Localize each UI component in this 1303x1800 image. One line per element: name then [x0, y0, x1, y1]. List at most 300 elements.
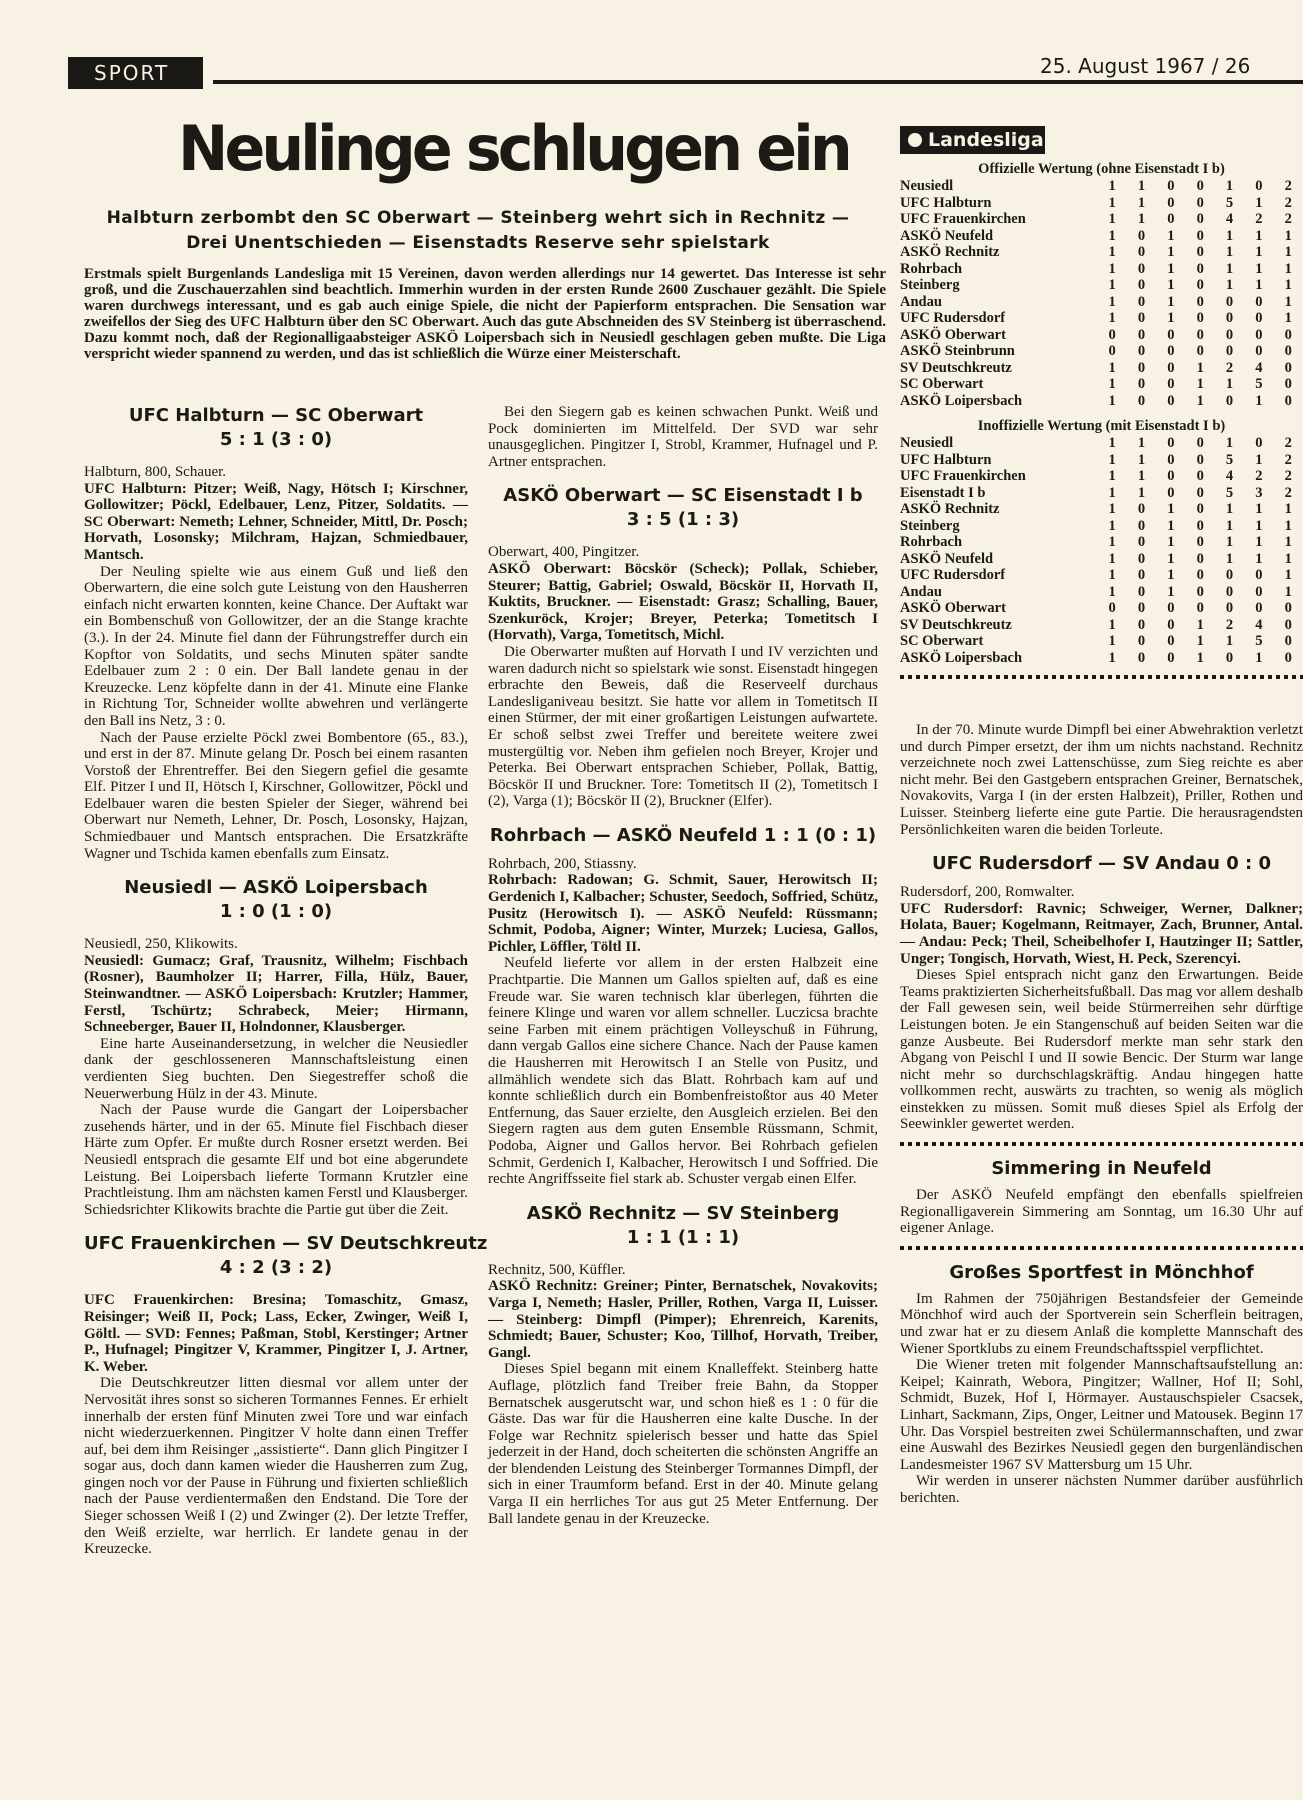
standings-value: 0: [1137, 600, 1146, 616]
standings-value: 4: [1255, 616, 1263, 633]
standings-row: [900, 178, 1303, 195]
standings-value: 0: [1137, 376, 1146, 392]
standings-value: 2: [1255, 468, 1263, 484]
standings-value: 0: [1196, 293, 1204, 310]
standings-value: 0: [1255, 567, 1263, 583]
standings-value: 0: [1167, 451, 1175, 468]
article-paragraph: Nach der Pause erzielte Pöckl zwei Bombentore (65., 83.), und erst in der 87. Minute gelang Dr. Posch bei einem rasanten Vorstoß der Ehrentreffer. Bei den Siegern gefiel die gesamte Elf. Pitzer I und II, Hötsch I, Kirschner, Gollowitzer, Pöckl und Edelbauer waren die besten Spieler der Sieger, während bei Oberwart nur Nemeth, Lehner, Dr. Posch, Losonsky, Hajzan, Schmiedbauer und Mantsch entsprachen. Die Ersatzkräfte Wagner und Tschida kamen ebenfalls zum Einsatz.: [84, 729, 468, 862]
standings-value: 0: [1196, 484, 1204, 501]
standings-value: 1: [1255, 277, 1263, 293]
standings-value: 1: [1167, 260, 1175, 277]
standings-value: 1: [1255, 550, 1263, 567]
standings-value: 0: [1137, 501, 1146, 517]
article-paragraph: Neufeld lieferte vor allem in der ersten Halbzeit eine Prachtpartie. Die Mannen um Gallos spielten auf, daß es eine Freude war. Sie waren technisch klar überlegen, führten die feinere Klinge und waren vor allem schneller. Luczicsa brachte seine Farben mit einem prächtigen Volleyschuß in Führung, dann vergab Gallos eine sichere Chance. Nach der Pause kamen die Hausherren mit Herowitsch I an Stelle von Pusitz, und allmählich wendete sich das Blatt. Rohrbach kam auf und konnte schließlich durch ein Bombenfreistoßtor aus 40 Meter Entfernung, das Sauer erzielte, den Ausgleich erzielen. Bei den Siegern ragten aus dem guten Ensemble Rüssmann, Schmit, Podoba, Aigner und Gallos hervor. Bei Rohrbach gefielen Schmit, Gerdenich I, Kalbacher, Herowitsch I und Soffried. Die rechte Angriffsseite fiel stark ab. Schuster vergab einen Elfer.: [488, 955, 878, 1188]
standings-value: 1: [1255, 451, 1263, 468]
standings-row: [900, 310, 1303, 327]
standings-value: 1: [1284, 583, 1292, 600]
standings-value: 4: [1255, 359, 1263, 376]
article-oberwart: [488, 484, 878, 810]
standings-value: 1: [1108, 501, 1116, 517]
team-name: ASKÖ Oberwart: [900, 600, 1006, 616]
standings-value: 1: [1167, 534, 1175, 550]
standings-value: 0: [1167, 649, 1175, 666]
game-lineup: Neusiedl: Gumacz; Graf, Trausnitz, Wilhelm; Fischbach (Rosner), Baumholzer II; Harrer, Filla, Hülz, Bauer, Steinwandtner. — ASKÖ Loipersbach: Krutzler; Hammer, Ferstl, Tschürtz; Schrabeck, Meier; Hirmann, Schneeberger, Bauer II, Holndonner, Klausberger.: [84, 952, 468, 1036]
standings-value: 0: [1137, 227, 1146, 244]
standings-value: 1: [1225, 227, 1234, 244]
game-lineup: UFC Frauenkirchen: Bresina; Tomaschitz, Gmasz, Reisinger; Weiß II, Pock; Lass, Ecker, Zwinger, Weiß I, Göltl. — SVD: Fennes; Paßman, Stobl, Kerstinger; Artner P., Hufnagel; Pingitzer V, Krammer, Pingitzer I, J. Artner, K. Weber.: [84, 1292, 468, 1375]
box-simmering: [900, 1157, 1303, 1237]
standings-value: 0: [1167, 600, 1175, 616]
standings-value: 0: [1225, 649, 1234, 666]
standings-value: 0: [1225, 310, 1234, 326]
game-meta: Neusiedl, 250, Klikowits.: [84, 936, 238, 953]
standings-value: 1: [1225, 435, 1234, 451]
game-meta: Rohrbach, 200, Stiassny.: [488, 855, 637, 872]
standings-value: 0: [1255, 293, 1263, 310]
standings-value: 1: [1108, 517, 1116, 534]
standings-value: 0: [1196, 211, 1204, 227]
standings-value: 1: [1284, 227, 1292, 244]
standings-value: 0: [1284, 359, 1292, 376]
standings-row: [900, 584, 1303, 601]
article-neusiedl: [84, 876, 468, 1218]
standings-value: 0: [1225, 392, 1234, 409]
standings-row: [900, 261, 1303, 278]
team-name: ASKÖ Loipersbach: [900, 392, 1023, 409]
team-name: Rohrbach: [900, 534, 963, 550]
standings-value: 0: [1137, 260, 1146, 277]
column-3: [900, 722, 1303, 1507]
standings-value: 0: [1137, 616, 1146, 633]
standings-value: 0: [1167, 484, 1175, 501]
standings-row: [900, 452, 1303, 469]
team-name: Neusiedl: [900, 435, 954, 451]
box-title: Simmering in Neufeld: [991, 1158, 1212, 1180]
game-meta: Rechnitz, 500, Küffler.: [488, 1261, 626, 1278]
standings-value: 1: [1137, 451, 1146, 468]
standings-value: 1: [1167, 277, 1175, 293]
team-name: UFC Rudersdorf: [900, 310, 1006, 326]
standings-value: 4: [1225, 468, 1234, 484]
standings-value: 1: [1225, 501, 1234, 517]
box-paragraph: Wir werden in unserer nächsten Nummer darüber ausführlich berichten.: [900, 1473, 1303, 1506]
standings-value: 0: [1196, 178, 1204, 194]
divider: [900, 672, 1303, 682]
standings-value: 0: [1255, 178, 1263, 194]
standings-value: 5: [1225, 484, 1234, 501]
standings-value: 0: [1137, 244, 1146, 260]
standings-value: 0: [1284, 326, 1292, 343]
game-score: 1 : 0 (1 : 0): [219, 901, 333, 923]
team-name: ASKÖ Rechnitz: [900, 244, 1000, 260]
standings-row: [900, 228, 1303, 245]
landesliga-title: Landesliga: [928, 129, 1044, 151]
standings-value: 1: [1108, 649, 1116, 666]
standings-row: [900, 343, 1303, 360]
standings-value: 1: [1284, 501, 1292, 517]
standings-row: [900, 617, 1303, 634]
standings-value: 2: [1284, 451, 1292, 468]
intro-paragraph: Erstmals spielt Burgenlands Landesliga mit 15 Vereinen, davon werden allerdings nur 14 gewertet. Das Interesse ist sehr groß, und die Zuschauerzahlen sind beachtlich. Immerhin wurden in der ersten Runde 2600 Zuschauer gezählt. Die Spiele waren durchwegs interessant, und es gab auch einige Spiele, die nicht der Papierform entsprachen. Die Sensation war zweifellos der Sieg des UFC Halbturn über den SC Oberwart. Auch das gute Abschneiden des SV Steinberg ist überraschend. Dazu kommt noch, daß der Regionalligaabsteiger ASKÖ Loipersbach sich in Neusiedl geschlagen geben mußte. Die Liga verspricht wieder spannend zu werden, und das ist schließlich die Würze einer Meisterschaft.: [84, 266, 886, 362]
standings-value: 1: [1255, 227, 1263, 244]
standings-value: 1: [1108, 244, 1116, 260]
standings-value: 1: [1167, 310, 1175, 326]
team-name: ASKÖ Neufeld: [900, 227, 994, 244]
box-paragraph: Im Rahmen der 750jährigen Bestandsfeier der Gemeinde Mönchhof wird auch der Sportverein sein Scherflein beitragen, und zwar hat er zu diesem Anlaß die komplette Mannschaft des Wiener Sportklubs zu einem Freundschaftsspiel verpflichtet.: [900, 1290, 1303, 1357]
standings-value: 5: [1225, 451, 1234, 468]
article-rechnitz: [488, 1202, 878, 1528]
game-lineup: ASKÖ Rechnitz: Greiner; Pinter, Bernatschek, Novakovits; Varga I, Nemeth; Hasler, Priller, Rothen, Varga II, Luisser. — Steinberg: Dimpfl (Pimper); Ehrenreich, Karenits, Schmiedt; Bauer, Schuster; Koo, Tillhof, Horvath, Treiber, Gangl.: [488, 1278, 878, 1361]
game-lineup: Rohrbach: Radowan; G. Schmit, Sauer, Herowitsch II; Gerdenich I, Kalbacher; Schuster, Seedoch, Soffried, Schütz, Pusitz (Herowitsch I). — ASKÖ Neufeld: Rüssmann; Schmit, Podoba, Aigner; Winter, Murzek; Luciesa, Gallos, Pichler, Löffler, Töltl II.: [488, 872, 878, 955]
box-paragraph: Der ASKÖ Neufeld empfängt den ebenfalls spielfreien Regionalligaverein Simmering am Sonntag, um 16.30 Uhr auf eigener Anlage.: [900, 1187, 1303, 1237]
game-title: ASKÖ Oberwart — SC Eisenstadt I b: [503, 485, 863, 507]
game-title: UFC Frauenkirchen — SV Deutschkreutz: [84, 1233, 488, 1255]
standings-value: 1: [1167, 567, 1175, 583]
standings-value: 2: [1284, 468, 1292, 484]
standings-value: 0: [1284, 376, 1292, 392]
standings-value: 1: [1108, 435, 1116, 451]
standings-value: 2: [1225, 616, 1234, 633]
game-title: Rohrbach — ASKÖ Neufeld 1 : 1 (0 : 1): [489, 824, 877, 846]
game-title: Neusiedl — ASKÖ Loipersbach: [124, 877, 428, 899]
standings-value: 1: [1108, 550, 1116, 567]
standings-row: [900, 393, 1303, 410]
standings-value: 0: [1225, 293, 1234, 310]
article-paragraph: In der 70. Minute wurde Dimpfl bei einer Abwehraktion verletzt und durch Pimper ersetzt, der ihm um nichts nachstand. Rechnitz verzeichnete noch zwei Lattenschüsse, zum Sieg reichte es aber nicht mehr. Bei den Gastgebern entsprachen Greiner, Bernatschek, Novakovits, Varga I (in der ersten Halbzeit), Priller, Rothen und Luisser. Steinberg lieferte eine gute Partie. Die herausragendsten Persönlichkeiten waren die beiden Torleute.: [900, 722, 1303, 838]
standings-value: 1: [1167, 501, 1175, 517]
header-rule: [213, 80, 1303, 84]
standings-value: 1: [1167, 227, 1175, 244]
standings-row: [900, 211, 1303, 228]
game-lineup: UFC Rudersdorf: Ravnic; Schweiger, Werner, Dalkner; Holata, Bauer; Kogelmann, Reitmayer, Zach, Brunner, Antal. — Andau: Peck; Theil, Scheibelhofer I, Hautzinger II; Sattler, Unger; Tongisch, Horvath, Wiest, H. Peck, Szerencyi.: [900, 900, 1303, 967]
article-paragraph: Der Neuling spielte wie aus einem Guß und ließ den Oberwartern, die eine solch gute Leistung von den Hausherren einfach nicht erwarten konnten, keine Chance. Der Auftakt war ein Bombenschuß von Gollowitzer, der an die Stange krachte (3.). In der 24. Minute fiel dann der Führungstreffer durch ein Kopftor von Soldatits, und sechs Minuten später sandte Edelbauer zum 2 : 0 ein. Der Ball landete genau in der Kreuzecke. Lenz köpfelte dann in der 41. Minute eine Flanke in Richtung Tor, Schneider wollte abwehren und verlängerte den Ball ins Netz, 3 : 0.: [84, 563, 468, 729]
standings-row: [900, 551, 1303, 568]
team-name: ASKÖ Neufeld: [900, 550, 994, 567]
standings-value: 0: [1137, 359, 1146, 376]
standings-value: 1: [1196, 649, 1204, 666]
standings-row: [900, 376, 1303, 393]
standings-value: 1: [1225, 517, 1234, 534]
divider: [900, 1243, 1303, 1253]
standings-value: 1: [1137, 468, 1146, 484]
standings-row: [900, 277, 1303, 294]
standings-value: 0: [1255, 310, 1263, 326]
unofficial-standings-table: [900, 435, 1303, 666]
standings-value: 0: [1108, 343, 1116, 359]
standings-row: [900, 600, 1303, 617]
divider: [900, 1139, 1303, 1149]
team-name: SC Oberwart: [900, 376, 984, 392]
standings-value: 1: [1284, 260, 1292, 277]
standings-value: 0: [1284, 649, 1292, 666]
standings-value: 0: [1225, 583, 1234, 600]
standings-value: 1: [1108, 583, 1116, 600]
standings-value: 1: [1255, 534, 1263, 550]
team-name: Steinberg: [900, 517, 960, 534]
standings-value: 1: [1108, 293, 1116, 310]
column-1: [84, 404, 488, 1558]
standings-value: 0: [1108, 326, 1116, 343]
standings-value: 1: [1108, 392, 1116, 409]
issue-date: [1040, 54, 1303, 78]
standings-value: 1: [1167, 293, 1175, 310]
standings-value: 0: [1137, 633, 1146, 649]
unofficial-standings-caption: Inoffizielle Wertung (mit Eisenstadt I b): [977, 418, 1226, 434]
article-paragraph: Die Oberwarter mußten auf Horvath I und IV verzichten und waren dadurch nicht so spielstark wie sonst. Eisenstadt hingegen erbrachte den Beweis, daß die Reserveelf durchaus Landesliganiveau besitzt. Sie hatte vor allem in Tometitsch II einen Stürmer, der mit einer großartigen Leistungen aufwartete. Er schoß selbst zwei Treffer und bereitete weitere zwei mustergültig vor. Neben ihm gefielen noch Breyer, Krojer und Peterka. Bei Oberwart entsprachen Schieber, Pollak, Battig, Böcskör II und Bruckner. Tore: Tometitsch II (2), Tometitsch I (2), Varga (1); Böcskör II (2), Bruckner (Elfer).: [488, 643, 878, 810]
standings-value: 1: [1284, 244, 1292, 260]
game-score: 3 : 5 (1 : 3): [626, 509, 740, 531]
standings-value: 0: [1196, 326, 1204, 343]
standings-value: 2: [1255, 211, 1263, 227]
standings-value: 0: [1167, 376, 1175, 392]
standings-value: 1: [1225, 376, 1234, 392]
standings-value: 1: [1225, 550, 1234, 567]
standings-value: 5: [1225, 194, 1234, 211]
standings-value: 0: [1137, 392, 1146, 409]
standings-value: 1: [1255, 194, 1263, 211]
article-paragraph: Die Deutschkreutzer litten diesmal vor allem unter der Nervosität ihres sonst so sicheren Tormannes Fennes. Er erhielt innerhalb der ersten fünf Minuten zwei Tore und war einfach nicht wiederzuerkennen. Pingitzer V holte dann einen Treffer auf, bei dem ihm Reisinger „assistierte“. Dann glich Pingitzer I sogar aus, doch dann kamen wieder die Hausherren zum Zug, gingen noch vor der Pause in Führung und fixierten schließlich nach der Pause verdientermaßen den Endstand. Die Tore der Sieger schossen Weiß I (2) und Zwinger (2). Der letzte Treffer, den Weiß erzielte, war herrlich. Er landete genau in der Kreuzecke.: [84, 1375, 468, 1558]
standings-row: [900, 435, 1303, 452]
standings-row: [900, 534, 1303, 551]
standings-value: 0: [1255, 435, 1263, 451]
team-name: Neusiedl: [900, 178, 954, 194]
standings-value: 0: [1196, 435, 1204, 451]
standings-value: 0: [1196, 244, 1204, 260]
standings-value: 0: [1137, 583, 1146, 600]
game-title: UFC Halbturn — SC Oberwart: [128, 405, 424, 426]
standings-value: 1: [1108, 484, 1116, 501]
standings-value: 1: [1137, 178, 1146, 194]
standings-value: 1: [1108, 359, 1116, 376]
subheadline-line-2: Drei Unentschieden — Eisenstadts Reserve sehr spielstark: [186, 233, 770, 253]
article-paragraph: Bei den Siegern gab es keinen schwachen Punkt. Weiß und Pock dominierten im Mittelfeld. Der SVD war sehr unausgeglichen. Pingitzer I, Strobl, Krammer, Hufnagel und P. Artner entsprachen.: [488, 404, 878, 470]
standings-value: 1: [1196, 392, 1204, 409]
standings-value: 0: [1284, 633, 1292, 649]
standings-row: [900, 567, 1303, 584]
team-name: Steinberg: [900, 277, 960, 293]
team-name: SC Oberwart: [900, 633, 984, 649]
standings-value: 0: [1137, 517, 1146, 534]
standings-value: 1: [1108, 310, 1116, 326]
standings-value: 1: [1108, 260, 1116, 277]
standings-value: 0: [1196, 534, 1204, 550]
standings-value: 1: [1137, 194, 1146, 211]
standings-value: 0: [1255, 600, 1263, 616]
standings-value: 0: [1167, 343, 1175, 359]
standings-value: 1: [1108, 616, 1116, 633]
standings-row: [900, 360, 1303, 377]
team-name: UFC Halbturn: [900, 451, 992, 468]
standings-value: 1: [1196, 376, 1204, 392]
team-name: Andau: [900, 583, 942, 600]
standings-value: 1: [1108, 227, 1116, 244]
team-name: SV Deutschkreutz: [900, 616, 1012, 633]
standings-value: 0: [1137, 343, 1146, 359]
page-number: / 26: [1211, 54, 1251, 78]
standings-value: 1: [1167, 244, 1175, 260]
standings-value: 0: [1137, 550, 1146, 567]
box-paragraph: Die Wiener treten mit folgender Mannschaftsaufstellung an: Keipel; Kainrath, Webora, Pingitzer; Wallner, Hof II; Sohl, Schmidt, Buzek, Hof I, Hörmayer. Austauschspieler Csacsek, Linhart, Sackmann, Zips, Onger, Leitner und Matousek. Beginn 17 Uhr. Das Vorspiel bestreiten zwei Schülermannschaften, und zwar eine Auswahl des Bezirkes Neusiedl gegen den burgenländischen Landesmeister 1967 SV Mattersburg um 15 Uhr.: [900, 1357, 1303, 1473]
section-label: SPORT: [68, 57, 203, 89]
standings-row: [900, 244, 1303, 261]
standings-row: [900, 650, 1303, 667]
game-title: ASKÖ Rechnitz — SV Steinberg: [526, 1202, 840, 1224]
standings-value: 0: [1137, 310, 1146, 326]
standings-value: 0: [1137, 293, 1146, 310]
article-paragraph: Nach der Pause wurde die Gangart der Loipersbacher zusehends härter, und in der 65. Minute fiel Fischbach dieser Härte zum Opfer. Er mußte durch Rosner ersetzt werden. Bei Neusiedl entsprach die gesamte Elf und bot eine abgerundete Leistung. Bei Loipersbach lieferte Tormann Krutzler eine Prachtleistung. Ihm am nächsten kamen Ferstl und Klausberger. Schiedsrichter Klikowits brachte die Partie gut über die Zeit.: [84, 1102, 468, 1218]
standings-value: 1: [1255, 649, 1263, 666]
standings-value: 1: [1225, 260, 1234, 277]
standings-value: 1: [1108, 534, 1116, 550]
standings-value: 2: [1284, 435, 1292, 451]
box-sportfest: [900, 1261, 1303, 1507]
game-score: 1 : 1 (1 : 1): [626, 1226, 740, 1248]
standings-value: 0: [1196, 343, 1204, 359]
standings-value: 0: [1196, 310, 1204, 326]
standings-value: 1: [1284, 534, 1292, 550]
game-score: 4 : 2 (3 : 2): [219, 1257, 333, 1279]
standings-value: 1: [1225, 534, 1234, 550]
official-standings-table: [900, 178, 1303, 409]
team-name: SV Deutschkreutz: [900, 359, 1012, 376]
standings-value: 0: [1196, 227, 1204, 244]
column-2: [488, 404, 878, 1527]
team-name: Rohrbach: [900, 260, 963, 277]
standings-value: 2: [1284, 484, 1292, 501]
standings-value: 1: [1196, 633, 1204, 649]
standings-value: 0: [1137, 277, 1146, 293]
standings-row: [900, 468, 1303, 485]
standings-value: 1: [1225, 277, 1234, 293]
game-meta: Rudersdorf, 200, Romwalter.: [900, 884, 1075, 901]
article-halbturn: [84, 404, 468, 862]
standings-value: 2: [1284, 194, 1292, 211]
standings-value: 1: [1284, 277, 1292, 293]
article-rudersdorf: [900, 852, 1303, 1133]
standings-value: 1: [1284, 310, 1292, 326]
standings-value: 0: [1196, 468, 1204, 484]
game-lineup: ASKÖ Oberwart: Böcskör (Scheck); Pollak, Schieber, Steurer; Battig, Gabriel; Oswald, Böcskör II, Horvath II, Kuktits, Bruckner. — Eisenstadt: Grasz; Schalling, Bauer, Szenkuröck, Krojer; Breyer, Peterka; Tometitsch I (Horvath), Varga, Tometitsch, Michl.: [488, 560, 878, 644]
standings-value: 1: [1137, 435, 1146, 451]
standings-row: [900, 485, 1303, 502]
landesliga-header: [900, 126, 1045, 154]
standings-value: 1: [1108, 178, 1116, 194]
standings-value: 0: [1225, 343, 1234, 359]
standings-value: 0: [1196, 277, 1204, 293]
team-name: UFC Frauenkirchen: [900, 468, 1026, 484]
standings-value: 1: [1225, 633, 1234, 649]
team-name: ASKÖ Rechnitz: [900, 501, 1000, 517]
game-meta: Oberwart, 400, Pingitzer.: [488, 544, 640, 561]
game-score: 5 : 1 (3 : 0): [219, 429, 333, 450]
standings-value: 1: [1108, 277, 1116, 293]
article-rohrbach: [488, 824, 878, 1188]
standings-value: 1: [1284, 517, 1292, 534]
standings-value: 1: [1108, 451, 1116, 468]
standings-value: 4: [1225, 211, 1234, 227]
standings-value: 1: [1108, 468, 1116, 484]
standings-value: 1: [1196, 359, 1204, 376]
team-name: Eisenstadt I b: [900, 484, 986, 501]
standings-value: 1: [1225, 178, 1234, 194]
standings-value: 0: [1167, 435, 1175, 451]
standings-value: 0: [1225, 600, 1234, 616]
standings-value: 0: [1167, 392, 1175, 409]
article-paragraph: Eine harte Auseinandersetzung, in welcher die Neusiedler dank der geschlosseneren Mannschaftsleistung einen verdienten Sieg buchten. Den Siegestreffer schoß die Neuerwerbung Hülz in der 43. Minute.: [84, 1035, 468, 1102]
official-standings-caption: Offizielle Wertung (ohne Eisenstadt I b): [978, 161, 1225, 177]
standings-value: 0: [1167, 468, 1175, 484]
standings-value: 0: [1167, 211, 1175, 227]
team-name: UFC Halbturn: [900, 194, 992, 211]
standings-row: [900, 501, 1303, 518]
subheadline-line-1: Halbturn zerbombt den SC Oberwart — Steinberg wehrt sich in Rechnitz —: [106, 208, 850, 228]
standings-value: 2: [1284, 178, 1292, 194]
issue-date-text: 25. August 1967: [1040, 54, 1206, 78]
standings-value: 0: [1284, 600, 1292, 616]
team-name: ASKÖ Loipersbach: [900, 649, 1023, 666]
standings-value: 0: [1284, 616, 1292, 633]
standings-value: 0: [1255, 583, 1263, 600]
team-name: ASKÖ Oberwart: [900, 326, 1006, 343]
standings-value: 1: [1284, 550, 1292, 567]
standings-value: 0: [1137, 649, 1146, 666]
headline: Neulinge schlugen ein: [178, 112, 849, 185]
standings-row: [900, 327, 1303, 344]
standings-value: 0: [1196, 501, 1204, 517]
standings-value: 0: [1196, 567, 1204, 583]
standings-value: 0: [1225, 326, 1234, 343]
standings-value: 0: [1284, 392, 1292, 409]
standings-value: 0: [1137, 326, 1146, 343]
team-name: UFC Rudersdorf: [900, 567, 1006, 583]
standings-value: 0: [1167, 178, 1175, 194]
standings-value: 0: [1196, 600, 1204, 616]
standings-value: 0: [1167, 359, 1175, 376]
standings-value: 1: [1255, 517, 1263, 534]
standings-value: 0: [1137, 567, 1146, 583]
standings-value: 5: [1255, 633, 1263, 649]
standings-value: 0: [1167, 633, 1175, 649]
standings-value: 1: [1196, 616, 1204, 633]
standings-box: [900, 126, 1303, 690]
standings-value: 1: [1108, 376, 1116, 392]
standings-row: [900, 518, 1303, 535]
standings-value: 2: [1284, 211, 1292, 227]
article-paragraph: Dieses Spiel begann mit einem Knalleffekt. Steinberg hatte Auflage, plötzlich fand Treiber freie Bahn, da Stopper Bernatschek ausgerutscht war, und schon hieß es 1 : 0 für die Gäste. Das war für die Hausherren eine kalte Dusche. In der Folge war Rechnitz spielerisch besser und hatte das Spiel jederzeit in der Hand, doch scheiterten die schönsten Angriffe an der blendenden Leistung des Steinberger Tormannes Dimpfl, der sich in einer Traumform befand. Erst in der 40. Minute gelang Varga II ein herrliches Tor aus gut 25 Meter Entfernung. Der Ball landete genau in der Kreuzecke.: [488, 1361, 878, 1527]
standings-value: 5: [1255, 376, 1263, 392]
standings-value: 0: [1167, 194, 1175, 211]
team-name: ASKÖ Steinbrunn: [900, 343, 1015, 359]
standings-value: 1: [1108, 567, 1116, 583]
team-name: Andau: [900, 293, 942, 310]
game-meta: Halbturn, 800, Schauer.: [84, 464, 227, 480]
standings-value: 0: [1196, 194, 1204, 211]
article-frauenkirchen: [84, 1232, 488, 1558]
box-title: Großes Sportfest in Mönchhof: [949, 1261, 1254, 1283]
standings-row: [900, 294, 1303, 311]
standings-value: 0: [1196, 550, 1204, 567]
standings-value: 1: [1167, 517, 1175, 534]
standings-row: [900, 195, 1303, 212]
standings-value: 1: [1108, 633, 1116, 649]
standings-value: 3: [1255, 484, 1263, 501]
standings-value: 0: [1255, 343, 1263, 359]
standings-value: 1: [1255, 244, 1263, 260]
standings-value: 0: [1284, 343, 1292, 359]
game-title: UFC Rudersdorf — SV Andau 0 : 0: [931, 853, 1272, 875]
standings-value: 2: [1225, 359, 1234, 376]
article-paragraph: Dieses Spiel entsprach nicht ganz den Erwartungen. Beide Teams praktizierten Sicherheitsfußball. Das mag vor allem deshalb der Fall gewesen sein, weil beide Stürmerreihen sehr dürftige Leistungen boten. Je ein Stangenschuß auf beiden Seiten war die ganze Ausbeute. Bei Rudersdorf merkte man sehr stark den Abgang von Peischl I und II sowie Bencic. Der Sturm war lange nicht mehr so durchschlagskräftig. Andau hingegen hatte vollkommen recht, auswärts zu trachten, so wenig als möglich einstekken zu müssen. Somit muß dieses Spiel als Erfolg der Seewinkler gewertet werden.: [900, 967, 1303, 1133]
